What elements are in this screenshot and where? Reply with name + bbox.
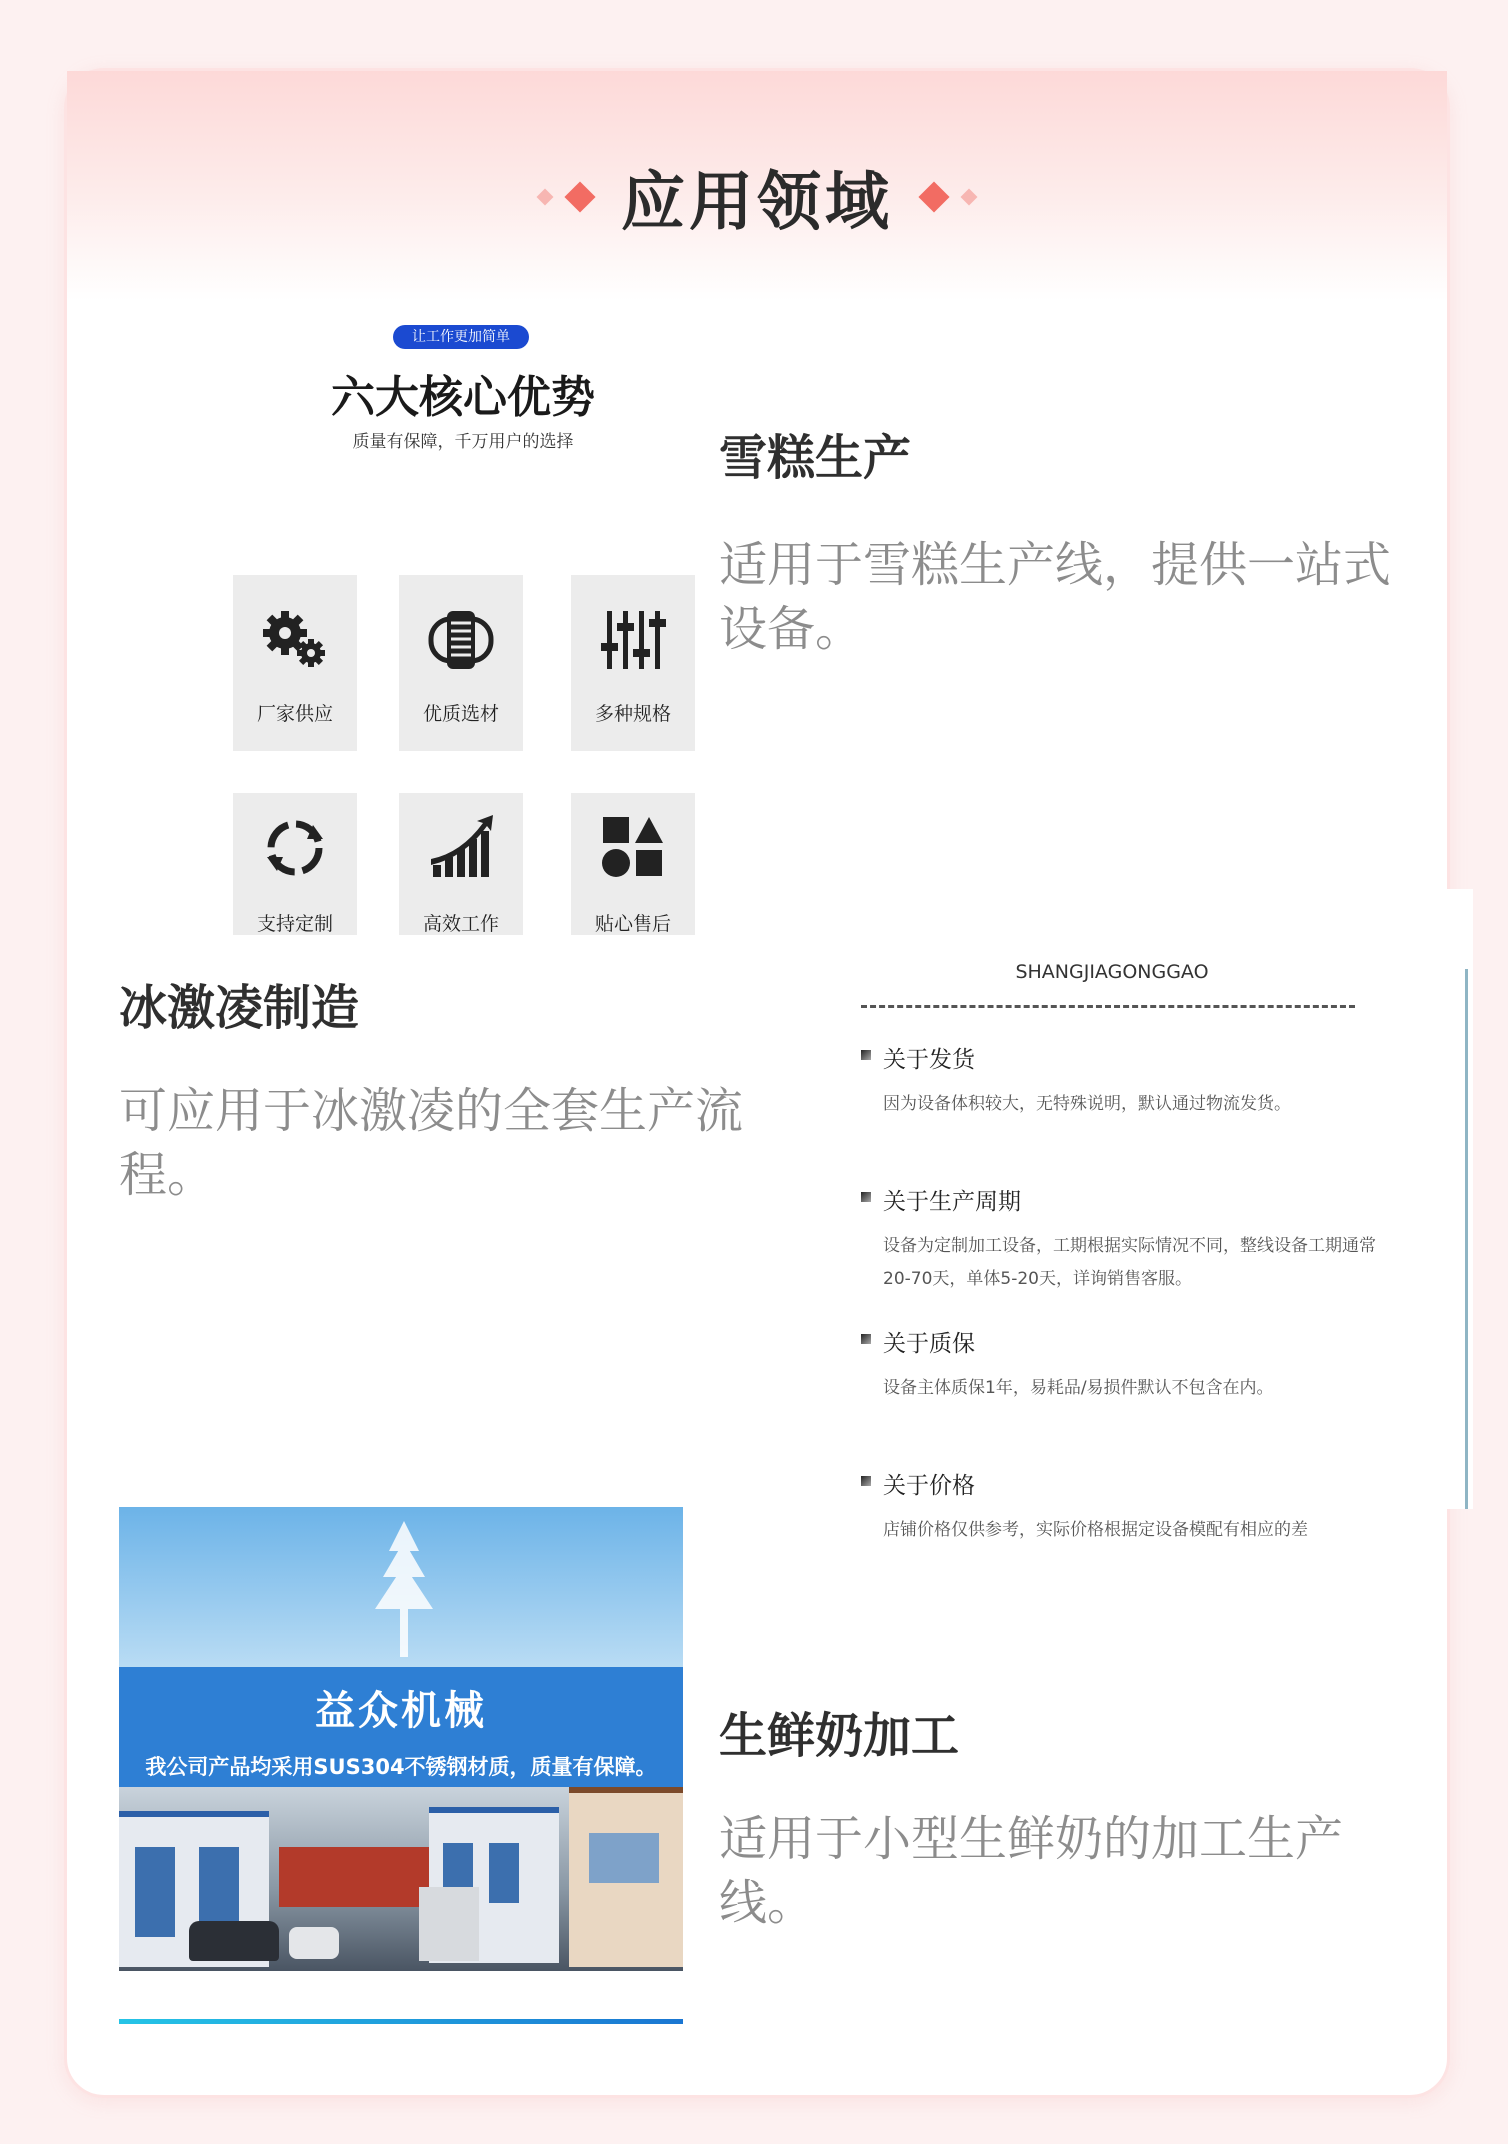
header-title-row	[67, 151, 1447, 243]
tile-after-sales	[571, 793, 695, 935]
refresh-icon	[233, 813, 357, 883]
section-title-ice-cream: 冰激凌制造	[119, 980, 360, 1036]
dashed-divider	[861, 1005, 1355, 1008]
notice-question: 关于质保	[857, 1325, 1377, 1358]
scroll-indicator	[1465, 969, 1468, 1509]
notice-answer: 设备为定制加工设备，工期根据实际情况不同，整线设备工期通常20-70天，单体5-20天，详询销售客服。	[883, 1236, 1376, 1289]
section-title-popsicle: 雪糕生产	[719, 430, 912, 486]
notice-item	[857, 1325, 1377, 1405]
tile-factory-supply	[233, 575, 357, 751]
notice-item	[857, 1041, 1377, 1121]
advantages-image	[143, 309, 743, 949]
notice-answer: 因为设备体积较大，无特殊说明，默认通过物流发货。	[883, 1094, 1291, 1114]
billboard	[279, 1847, 429, 1907]
notice-panel	[857, 889, 1473, 1540]
notice-answer: 店铺价格仅供参考，实际价格根据定设备模配有相应的差	[883, 1520, 1308, 1540]
brand-name: 益众机械	[315, 1688, 487, 1734]
brand-slogan: 我公司产品均采用SUS304不锈钢材质，质量有保障。	[145, 1755, 657, 1779]
tile-quality-material	[399, 575, 523, 751]
notice-answer: 设备主体质保1年，易耗品/易损件默认不包含在内。	[883, 1378, 1274, 1398]
tree-logo-icon	[369, 1521, 439, 1665]
card-header	[67, 71, 1447, 301]
diamond-icon	[918, 181, 949, 212]
advantages-badge: 让工作更加简单	[393, 325, 529, 349]
tile-label: 高效工作	[422, 913, 499, 935]
tile-label: 支持定制	[256, 913, 333, 935]
notice-question: 关于价格	[857, 1467, 1377, 1500]
notice-heading: SHANGJIAGONGGAO	[1015, 961, 1209, 983]
tile-multiple-specs	[571, 575, 695, 751]
growth-chart-icon	[399, 813, 523, 883]
bottom-strip	[119, 2019, 683, 2024]
section-desc-ice-cream: 可应用于冰激凌的全套生产流程。	[119, 1083, 744, 1203]
section-desc-fresh-milk: 适用于小型生鲜奶的加工生产线。	[719, 1811, 1344, 1931]
advantages-subtitle: 质量有保障，千万用户的选择	[352, 432, 574, 452]
section-title-fresh-milk: 生鲜奶加工	[719, 1708, 960, 1764]
material-icon	[399, 605, 523, 675]
factory-yard	[119, 1787, 683, 1971]
tile-label: 优质选材	[422, 703, 499, 725]
tile-label: 厂家供应	[256, 703, 333, 725]
advantages-title: 六大核心优势	[331, 372, 595, 423]
notice-question: 关于发货	[857, 1041, 1377, 1074]
factory-photo	[119, 1507, 683, 2037]
diamond-icon	[961, 189, 978, 206]
diamond-icon	[537, 189, 554, 206]
application-card	[64, 68, 1450, 2098]
tile-customization	[233, 793, 357, 935]
tile-efficient-work	[399, 793, 523, 935]
notice-item	[857, 1467, 1377, 1547]
tile-label: 多种规格	[594, 703, 671, 725]
shapes-icon	[571, 813, 695, 883]
tile-label: 贴心售后	[594, 913, 671, 935]
notice-question: 关于生产周期	[857, 1183, 1377, 1216]
diamond-icon	[564, 181, 595, 212]
brand-banner	[119, 1667, 683, 1787]
car	[289, 1927, 339, 1959]
gears-icon	[233, 605, 357, 675]
sliders-icon	[571, 605, 695, 675]
truck	[419, 1887, 479, 1961]
building	[569, 1787, 683, 1967]
page-title: 应用领域	[621, 166, 893, 240]
notice-item	[857, 1183, 1377, 1296]
section-desc-popsicle: 适用于雪糕生产线，提供一站式设备。	[719, 537, 1392, 657]
car	[189, 1921, 279, 1961]
